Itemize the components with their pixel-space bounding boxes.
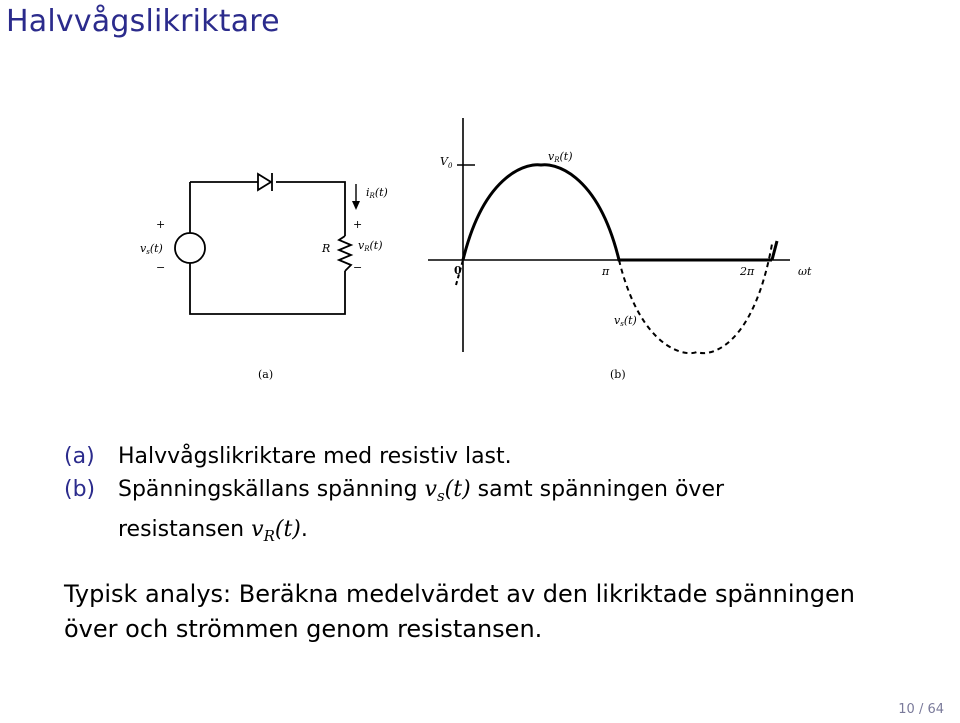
math-vr: $v_R(t)$: [251, 517, 301, 545]
list-item-b: [64, 473, 838, 553]
voltage-source-symbol: [175, 233, 205, 263]
list-label-b: (b): [64, 477, 96, 502]
page-number: 10 / 64: [898, 702, 944, 717]
load-plus-sign: +: [353, 218, 363, 231]
origin-label: 0: [454, 264, 462, 277]
list-label-a: (a): [64, 444, 95, 469]
list-text-b: Spänningskällans spänning $v_s(t)$ samt spänningen över resistansen $v_R(t)$.: [118, 477, 725, 545]
v0-label: $V_0$: [440, 155, 453, 170]
analysis-paragraph: Typisk analys: Beräkna medelvärdet av den likriktade spänningen över och strömmen genom resistansen.: [64, 580, 855, 643]
two-pi-tick-label: 2π: [740, 265, 755, 278]
caption-list: [64, 440, 838, 553]
source-minus-sign: −: [156, 261, 166, 274]
load-minus-sign: −: [353, 261, 363, 274]
math-vs: $v_s(t)$: [424, 477, 471, 505]
circuit-caption: (a): [258, 368, 274, 381]
vr-curve-label: vR(t): [548, 150, 573, 164]
resistor-current-label: iR(t): [366, 186, 388, 200]
omega-t-axis-label: ωt: [798, 265, 812, 278]
rectified-output-curve: [463, 165, 772, 260]
source-voltage-label: vs(t): [140, 242, 163, 256]
waveform-plot: [428, 118, 790, 353]
list-item-a: [64, 440, 838, 473]
diode-symbol: [258, 174, 271, 190]
slide-title: Halvvågslikriktare: [6, 4, 280, 39]
resistor-label: R: [322, 242, 331, 255]
source-plus-sign: +: [156, 218, 166, 231]
list-text-a: Halvvågslikriktare med resistiv last.: [118, 444, 512, 469]
circuit-diagram: [175, 173, 363, 314]
resistor-symbol: [339, 236, 351, 271]
pi-tick-label: π: [602, 265, 610, 278]
resistor-voltage-label: vR(t): [358, 239, 383, 253]
plot-caption: (b): [610, 368, 626, 381]
vs-curve-label: vs(t): [614, 314, 637, 328]
